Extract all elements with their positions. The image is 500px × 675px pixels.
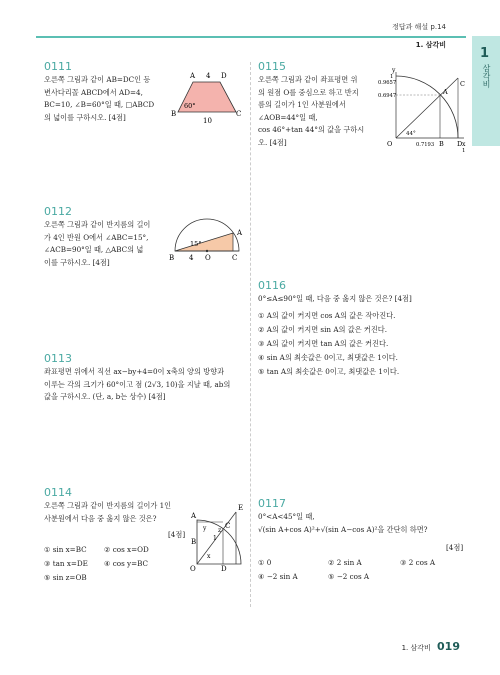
answer-reference: 정답과 해설 p.14 (392, 23, 446, 31)
choice-0117-1[interactable]: ① 0 (258, 558, 272, 567)
svg-text:1: 1 (213, 535, 217, 542)
question-text-0111: 오른쪽 그림과 같이 AB=DC인 등 변사다리꼴 ABCD에서 AD=4, BC=10, ∠B=60°일 때, □ABCD 의 넓이를 구하시오. [4점] (44, 75, 155, 122)
svg-text:A: A (190, 72, 196, 80)
question-stem-0116: 0°≤A≤90°일 때, 다음 중 옳지 않은 것은? [4점] (258, 294, 412, 303)
svg-text:B: B (171, 110, 177, 118)
svg-text:A: A (237, 229, 243, 237)
question-text-0114: 오른쪽 그림과 같이 반지름의 길이가 1인 사분원에서 다음 중 옳지 않은 것은? (44, 501, 172, 523)
question-text-0117: 0°<A<45°일 때, √(sin A+cos A)²+√(sin A−cos A)²을 간단히 하면? (258, 512, 428, 534)
choice-0117-3[interactable]: ③ 2 cos A (400, 558, 436, 567)
page-footer (402, 640, 460, 653)
svg-text:60°: 60° (184, 102, 196, 110)
question-number-0113: 0113 (44, 352, 72, 365)
choice-0116-2[interactable]: ② A의 값이 커지면 sin A의 값은 커진다. (258, 325, 388, 334)
question-text-0115: 오른쪽 그림과 같이 좌표평면 위 의 원점 O를 중심으로 하고 반지 름의 길이가 1인 사분원에서 ∠AOB=44°일 때, cos 46°+tan 44°의 값을 구하시 오. [4점] (258, 75, 365, 147)
svg-text:O: O (387, 140, 393, 148)
svg-text:10: 10 (203, 117, 212, 125)
svg-text:1: 1 (462, 148, 466, 152)
svg-text:4: 4 (189, 254, 194, 262)
svg-text:E: E (238, 504, 244, 512)
svg-text:D: D (457, 140, 463, 148)
points-0117: [4점] (446, 543, 464, 552)
svg-text:A: A (443, 88, 448, 96)
unit-circle-figure (378, 64, 468, 152)
svg-text:1: 1 (390, 74, 394, 80)
question-number-0111: 0111 (44, 60, 72, 73)
svg-text:y: y (203, 525, 207, 532)
section-label: 1. 삼각비 (415, 41, 446, 49)
svg-text:A: A (191, 512, 197, 520)
choice-0117-2[interactable]: ② 2 sin A (328, 558, 362, 567)
choice-0114-5[interactable]: ⑤ sin z=OB (44, 573, 87, 582)
svg-text:0.7193: 0.7193 (416, 142, 435, 148)
choice-0114-3[interactable]: ③ tan x=DE (44, 559, 88, 568)
svg-text:B: B (169, 254, 175, 262)
quarter-circle-figure (185, 500, 250, 575)
choice-0116-3[interactable]: ③ A의 값이 커지면 tan A의 값은 커진다. (258, 339, 389, 348)
trapezoid-figure (170, 66, 250, 126)
choice-0114-4[interactable]: ④ cos y=BC (104, 559, 149, 568)
question-text-0113: 좌표평면 위에서 직선 ax−by+4=0이 x축의 양의 방향과 이루는 각의 크기가 60°이고 점 (2√3, 10)을 지날 때, ab의 값을 구하시오. (단, a, b는 상수) [4점] (44, 367, 231, 401)
choice-0114-1[interactable]: ① sin x=BC (44, 545, 87, 554)
svg-text:C: C (236, 110, 242, 118)
svg-text:B: B (439, 140, 444, 148)
svg-text:44°: 44° (406, 131, 416, 137)
svg-text:y: y (392, 67, 396, 74)
svg-text:O: O (205, 254, 211, 262)
choice-0114-2[interactable]: ② cos x=OD (104, 545, 149, 554)
svg-text:15°: 15° (190, 240, 202, 248)
svg-text:C: C (225, 522, 231, 530)
svg-text:D: D (221, 72, 227, 80)
footer-section: 1. 삼각비 (401, 644, 431, 652)
header-rule (36, 36, 466, 38)
svg-text:4: 4 (206, 72, 211, 80)
choice-0116-5[interactable]: ⑤ tan A의 최솟값은 0이고, 최댓값은 1이다. (258, 367, 400, 376)
svg-text:C: C (460, 80, 465, 88)
question-number-0116: 0116 (258, 279, 286, 292)
choice-0116-1[interactable]: ① A의 값이 커지면 cos A의 값은 작아진다. (258, 311, 396, 320)
choice-0117-5[interactable]: ⑤ −2 cos A (328, 572, 370, 581)
question-number-0112: 0112 (44, 205, 72, 218)
question-text-0112: 오른쪽 그림과 같이 반지름의 길이 가 4인 반원 O에서 ∠ABC=15°, ∠ACB=90°일 때, △ABC의 넓 이를 구하시오. [4점] (44, 220, 151, 267)
svg-text:C: C (232, 254, 238, 262)
semicircle-figure (165, 213, 250, 268)
svg-text:0.9657: 0.9657 (378, 80, 397, 86)
page-number: 019 (437, 640, 460, 653)
question-number-0114: 0114 (44, 486, 72, 499)
svg-text:x: x (207, 553, 211, 560)
question-number-0115: 0115 (258, 60, 286, 73)
svg-text:D: D (221, 565, 227, 573)
side-tab-label: 삼각비 (482, 64, 491, 88)
side-tab-number: 1 (480, 46, 490, 61)
column-divider (250, 62, 251, 607)
svg-text:z: z (218, 527, 222, 534)
points-0114: [4점] (168, 530, 186, 539)
svg-text:B: B (191, 538, 197, 546)
svg-text:O: O (190, 565, 196, 573)
svg-text:x: x (462, 141, 466, 148)
question-number-0117: 0117 (258, 497, 286, 510)
choice-0117-4[interactable]: ④ −2 sin A (258, 572, 298, 581)
choice-0116-4[interactable]: ④ sin A의 최솟값은 0이고, 최댓값은 1이다. (258, 353, 398, 362)
svg-text:0.6947: 0.6947 (378, 93, 397, 99)
